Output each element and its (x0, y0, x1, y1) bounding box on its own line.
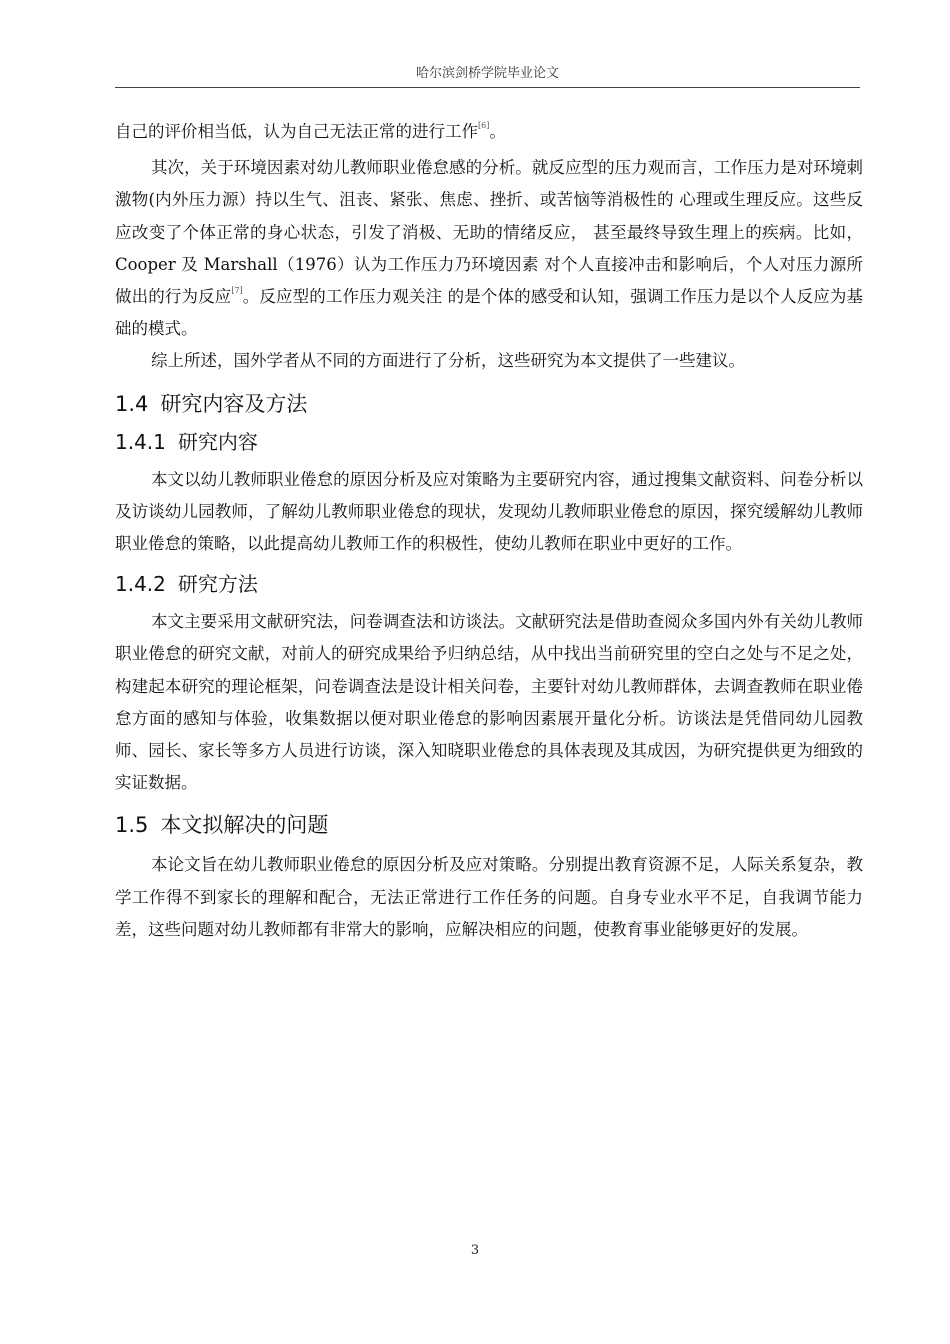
section-number: 1.4.1 (115, 429, 166, 454)
paragraph-text: 其次，关于环境因素对幼儿教师职业倦怠感的分析。就反应型的压力观而言，工作压力是对环境刺激物(内外压力源）持以生气、沮丧、紧张、焦虑、挫折、或苦恼等消极性的 心理或生理反应。这些反应改变了个体正常的身心状态，引发了消极、无助的情绪反应， 甚至最终导致生理上的疾病。比如，Cooper 及 Marshall（1976）认为工作压力乃环境因素 对个人直接冲击和影响后，个人对压力源所做出的行为反应 (115, 158, 863, 307)
section-heading-1-5 (115, 811, 863, 839)
paragraph-text-tail: 。 (489, 122, 506, 141)
citation-ref: [6] (478, 121, 490, 130)
section-number: 1.4 (115, 391, 149, 416)
section-number: 1.4.2 (115, 572, 166, 597)
paragraph-research-content: 本文以幼儿教师职业倦怠的原因分析及应对策略为主要研究内容，通过搜集文献资料、问卷分析以及访谈幼儿园教师，了解幼儿教师职业倦怠的现状，发现幼儿教师职业倦怠的原因，探究缓解幼儿教师职业倦怠的策略，以此提高幼儿教师工作的积极性，使幼儿教师在职业中更好的工作。 (115, 469, 863, 554)
paragraph-continuation (115, 116, 863, 148)
section-heading-1-4-1 (115, 428, 863, 456)
section-number: 1.5 (115, 813, 149, 838)
paragraph-text-tail: 。反应型的工作压力观关注 的是个体的感受和认知，强调工作压力是以个人反应为基础的模式。 (115, 287, 863, 339)
paragraph-research-methods: 本文主要采用文献研究法，问卷调查法和访谈法。文献研究法是借助查阅众多国内外有关幼儿教师职业倦怠的研究文献，对前人的研究成果给予归纳总结，从中找出当前研究里的空白之处与不足之处，构建起本研究的理论框架，问卷调查法是设计相关问卷，主要针对幼儿教师群体，去调查教师在职业倦怠方面的感知与体验，收集数据以便对职业倦怠的影响因素展开量化分析。访谈法是凭借同幼儿园教师、园长、家长等多方人员进行访谈，深入知晓职业倦怠的具体表现及其成因，为研究提供更为细致的实证数据。 (115, 612, 863, 793)
page-header: 哈尔滨剑桥学院毕业论文 (415, 66, 559, 81)
header-divider (115, 87, 860, 88)
citation-ref: [7] (231, 286, 243, 296)
paragraph-problems-to-solve: 本论文旨在幼儿教师职业倦怠的原因分析及应对策略。分别提出教育资源不足，人际关系复杂，教学工作得不到家长的理解和配合，无法正常进行工作任务的问题。自身专业水平不足，自我调节能力差，这些问题对幼儿教师都有非常大的影响，应解决相应的问题，使教育事业能够更好的发展。 (115, 855, 863, 939)
section-title: 研究方法 (177, 572, 258, 597)
section-title: 研究内容 (177, 429, 258, 454)
paragraph-summary: 综上所述，国外学者从不同的方面进行了分析，这些研究为本文提供了一些建议。 (151, 351, 745, 371)
paragraph-text: 自己的评价相当低，认为自己无法正常的进行工作 (115, 122, 478, 141)
section-heading-1-4 (115, 390, 863, 418)
page-number: 3 (470, 1243, 480, 1258)
section-title: 本文拟解决的问题 (160, 813, 329, 838)
section-heading-1-4-2 (115, 570, 863, 598)
paragraph-environment-factors (115, 152, 863, 345)
section-title: 研究内容及方法 (160, 391, 308, 416)
document-body (115, 116, 863, 946)
